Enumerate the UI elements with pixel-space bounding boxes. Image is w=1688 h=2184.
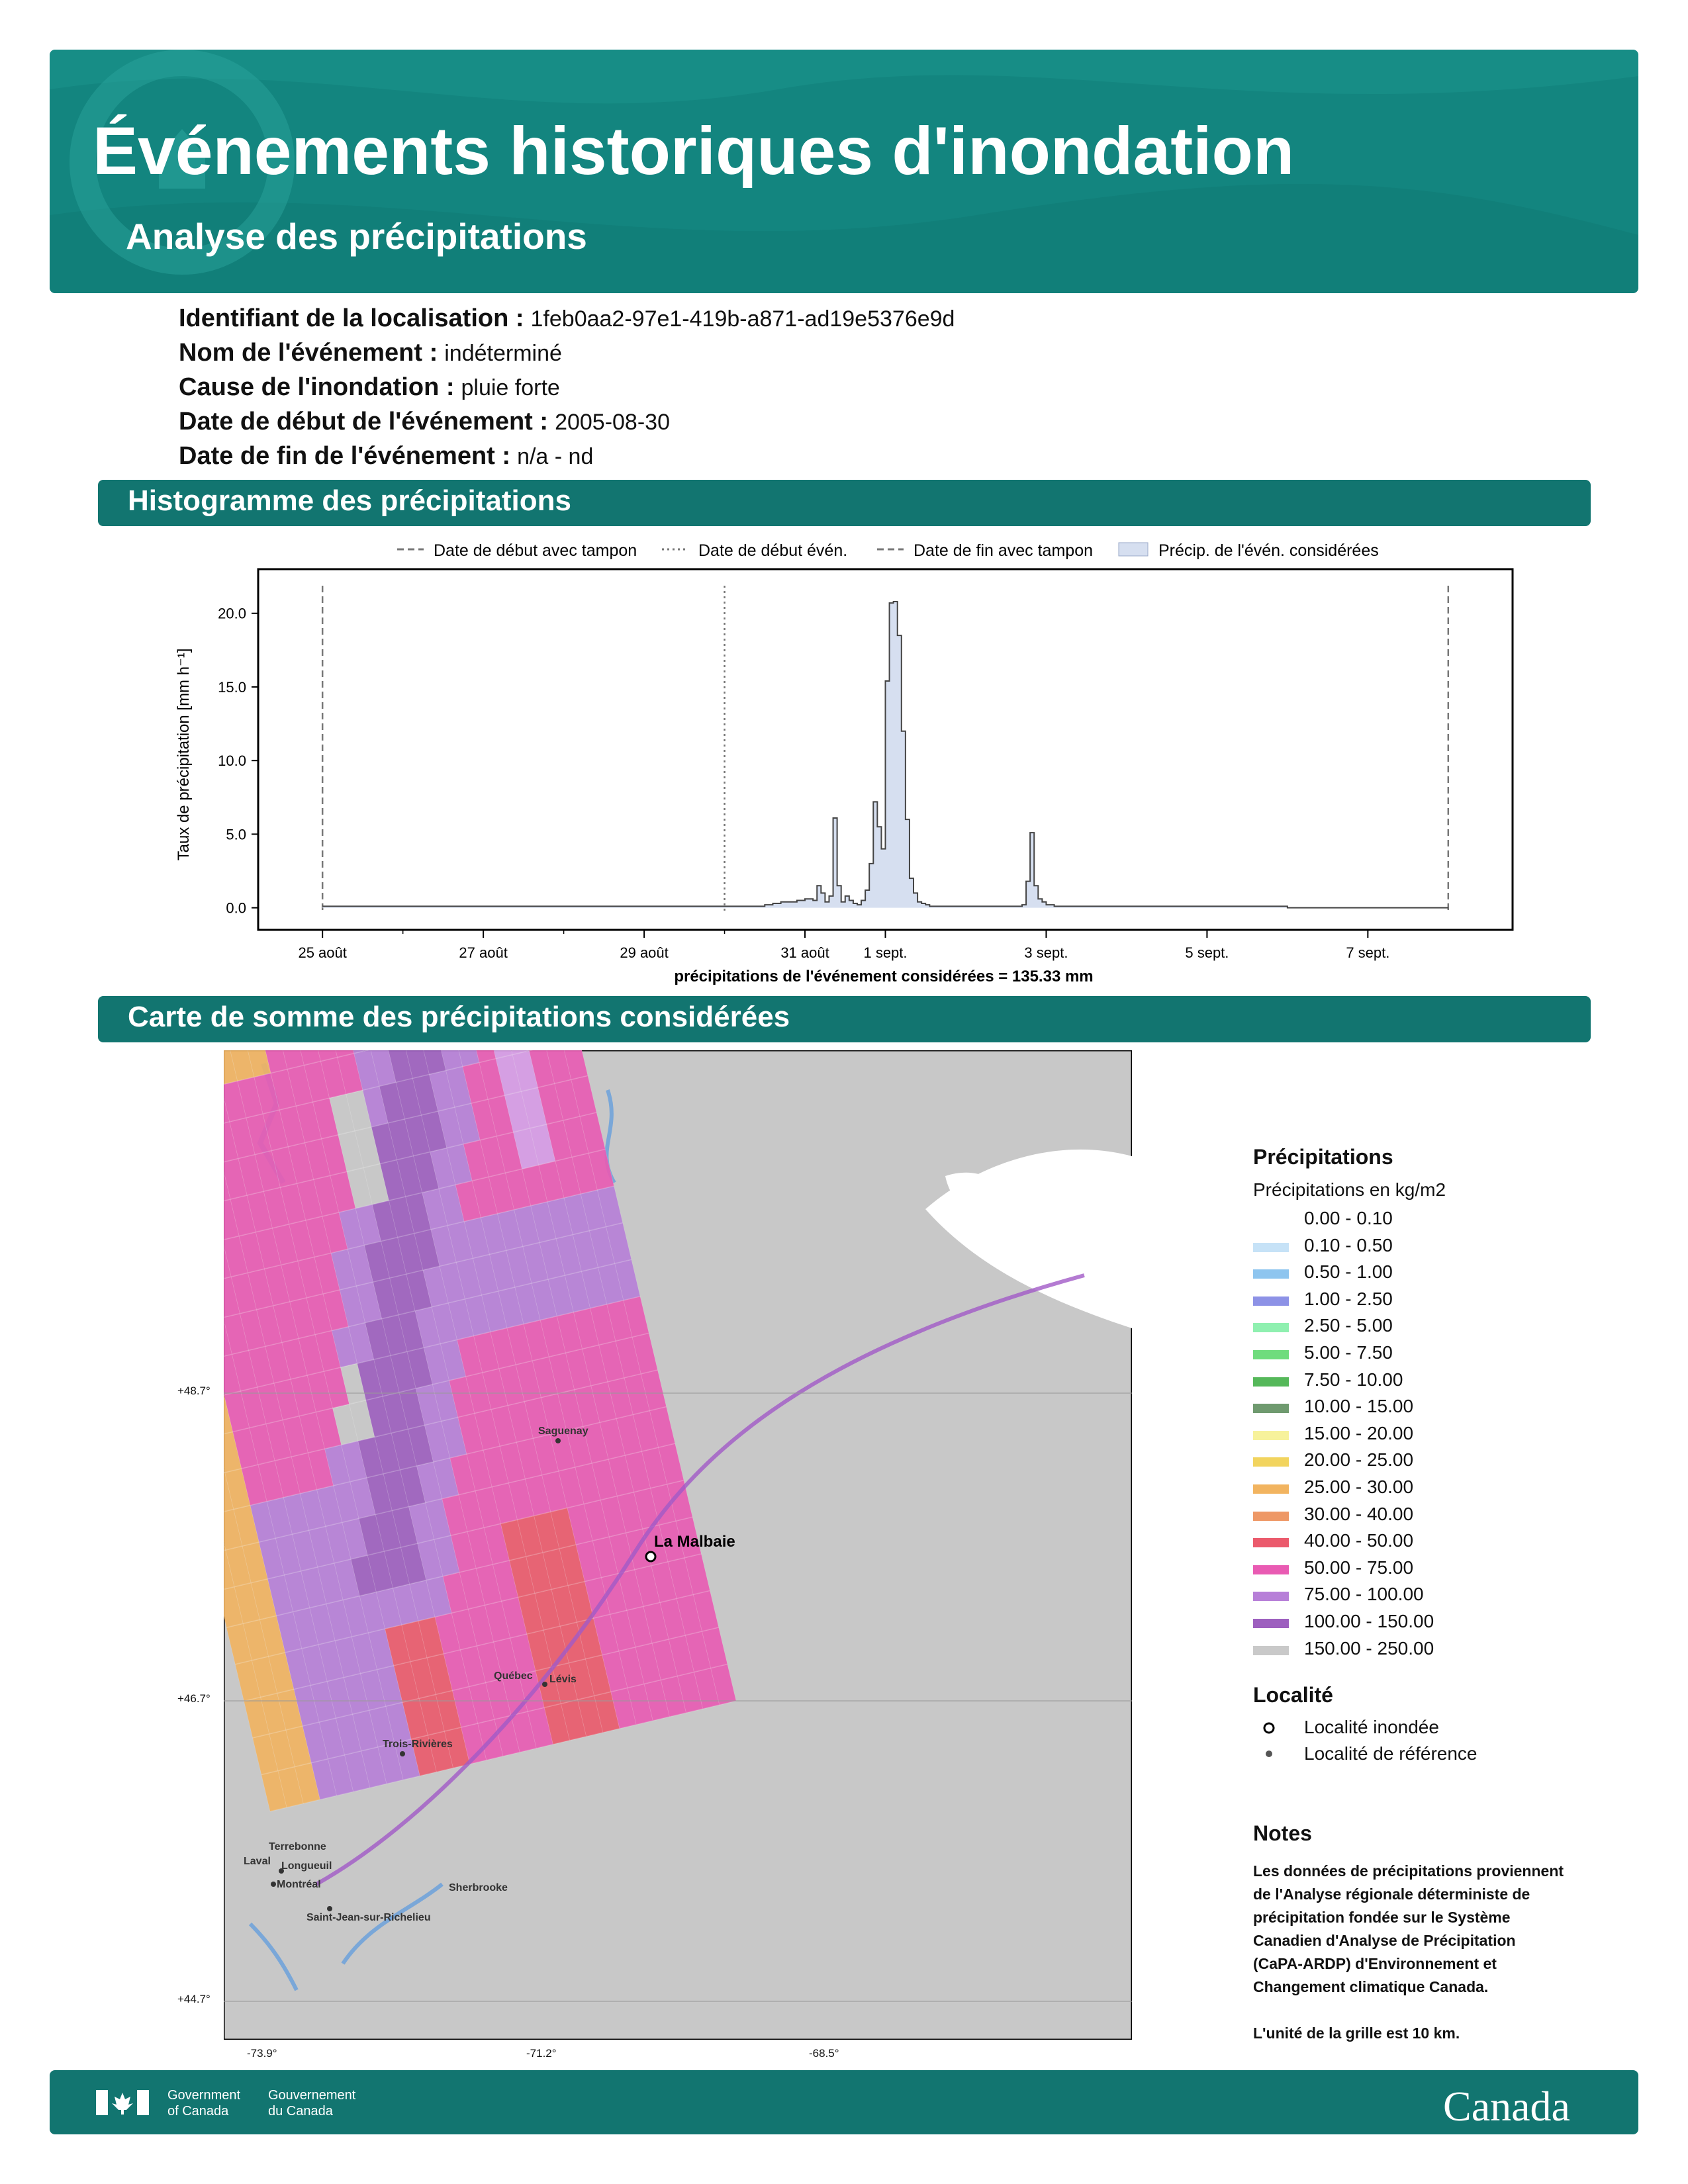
notes-title: Notes bbox=[1253, 1821, 1312, 1845]
meta-start-date: Date de début de l'événement : 2005-08-30 bbox=[179, 408, 670, 435]
city-label-quebec: Québec bbox=[494, 1670, 533, 1682]
legend-label-buffer-start: Date de début avec tampon bbox=[434, 541, 637, 560]
city-label-saint-jean: Saint-Jean-sur-Richelieu bbox=[306, 1912, 431, 1923]
y-axis-label: Taux de précipitation [mm h⁻¹] bbox=[175, 648, 193, 861]
legend-class bbox=[1253, 1342, 1518, 1369]
legend-class bbox=[1253, 1477, 1518, 1503]
locality-reference-label: Localité de référence bbox=[1304, 1743, 1477, 1764]
legend-title: Précipitations bbox=[1253, 1145, 1393, 1169]
lon-label-2: -71.2° bbox=[526, 2047, 557, 2060]
legend-class bbox=[1253, 1369, 1518, 1396]
x-tick-label: 1 sept. bbox=[863, 944, 908, 961]
legend-swatch bbox=[1253, 1216, 1289, 1225]
city-label-trois-rivieres: Trois-Rivières bbox=[383, 1739, 453, 1750]
x-axis-label: précipitations de l'événement considérées = 135.33 mm bbox=[674, 968, 1094, 985]
city-label-sherbrooke: Sherbrooke bbox=[449, 1882, 508, 1893]
legend-swatch bbox=[1253, 1512, 1289, 1521]
y-tick-label: 15.0 bbox=[218, 678, 246, 696]
x-tick-label: 7 sept. bbox=[1346, 944, 1390, 961]
legend-class bbox=[1253, 1584, 1518, 1610]
legend-class-label: 2.50 - 5.00 bbox=[1304, 1315, 1393, 1336]
city-dot-saguenay bbox=[555, 1438, 561, 1443]
legend-class bbox=[1253, 1449, 1518, 1476]
legend-class-label: 7.50 - 10.00 bbox=[1304, 1369, 1403, 1390]
x-tick-label: 5 sept. bbox=[1185, 944, 1229, 961]
x-tick-label: 27 août bbox=[459, 944, 508, 961]
legend-subtitle: Précipitations en kg/m2 bbox=[1253, 1179, 1446, 1200]
legend-class bbox=[1253, 1423, 1518, 1449]
legend-class bbox=[1253, 1557, 1518, 1584]
y-tick-label: 0.0 bbox=[226, 899, 246, 917]
y-tick-label: 20.0 bbox=[218, 605, 246, 622]
city-label-laval: Laval bbox=[244, 1856, 271, 1867]
legend-class-label: 50.00 - 75.00 bbox=[1304, 1557, 1414, 1578]
legend-class bbox=[1253, 1208, 1518, 1234]
locality-flooded-label: Localité inondée bbox=[1304, 1717, 1439, 1737]
legend-class-label: 5.00 - 7.50 bbox=[1304, 1342, 1393, 1363]
legend-class bbox=[1253, 1611, 1518, 1637]
legend-class bbox=[1253, 1530, 1518, 1557]
meta-event-name: Nom de l'événement : indéterminé bbox=[179, 339, 562, 367]
meta-flood-cause: Cause de l'inondation : pluie forte bbox=[179, 373, 560, 401]
legend-class-label: 0.50 - 1.00 bbox=[1304, 1261, 1393, 1283]
legend-class-label: 150.00 - 250.00 bbox=[1304, 1637, 1434, 1659]
legend-class bbox=[1253, 1315, 1518, 1342]
locality-flooded-icon bbox=[1264, 1723, 1274, 1733]
legend-class-label: 10.00 - 15.00 bbox=[1304, 1396, 1414, 1417]
locality-title: Localité bbox=[1253, 1683, 1333, 1707]
legend-class bbox=[1253, 1289, 1518, 1315]
legend-class bbox=[1253, 1235, 1518, 1261]
legend-class bbox=[1253, 1638, 1518, 1664]
legend-class-label: 20.00 - 25.00 bbox=[1304, 1449, 1414, 1471]
legend-swatch bbox=[1253, 1457, 1289, 1467]
gov-fr: Gouvernement du Canada bbox=[268, 2088, 356, 2118]
flooded-locality-marker bbox=[646, 1552, 655, 1561]
lon-label-1: -73.9° bbox=[247, 2047, 277, 2060]
section-header-map: Carte de somme des précipitations considérées bbox=[98, 996, 1591, 1042]
canada-flag-icon bbox=[96, 2090, 149, 2116]
legend-class-label: 75.00 - 100.00 bbox=[1304, 1584, 1424, 1605]
page-title: Événements historiques d'inondation bbox=[93, 113, 1295, 189]
legend-swatch bbox=[1253, 1323, 1289, 1332]
legend-swatch bbox=[1253, 1431, 1289, 1440]
legend-swatch bbox=[1253, 1619, 1289, 1628]
lon-label-3: -68.5° bbox=[809, 2047, 839, 2060]
city-label-longueuil: Longueuil bbox=[281, 1860, 332, 1872]
y-tick-label: 10.0 bbox=[218, 752, 246, 770]
y-axis-ticks bbox=[218, 606, 258, 917]
legend-swatch bbox=[1253, 1646, 1289, 1655]
legend-swatch bbox=[1253, 1243, 1289, 1252]
legend-class-label: 0.10 - 0.50 bbox=[1304, 1234, 1393, 1255]
legend-swatch bbox=[1253, 1538, 1289, 1547]
precip-sum-map bbox=[224, 1050, 1132, 2040]
legend-swatch bbox=[1253, 1565, 1289, 1574]
legend-class bbox=[1253, 1261, 1518, 1288]
x-tick-label: 3 sept. bbox=[1024, 944, 1068, 961]
locality-reference-icon bbox=[1266, 1751, 1272, 1757]
legend-swatch bbox=[1253, 1377, 1289, 1387]
city-label-saguenay: Saguenay bbox=[538, 1426, 588, 1437]
legend-classes bbox=[1253, 1208, 1518, 1671]
legend-class-label: 1.00 - 2.50 bbox=[1304, 1288, 1393, 1309]
lat-label-3: +44.7° bbox=[177, 1993, 211, 2005]
gov-en: Government of Canada bbox=[167, 2088, 241, 2118]
lat-label-2: +46.7° bbox=[177, 1692, 211, 1705]
legend-swatch bbox=[1253, 1484, 1289, 1494]
y-tick-label: 5.0 bbox=[226, 826, 246, 843]
meta-end-date: Date de fin de l'événement : n/a - nd bbox=[179, 442, 594, 470]
legend-class-label: 25.00 - 30.00 bbox=[1304, 1477, 1414, 1497]
notes-text: Les données de précipitations proviennent de l'Analyse régionale déterministe de précipitation fondée sur le Système Canadien d'Analyse de Précipitation (CaPA-ARDP) d'Environnement et Changement climatique Canada. L'unité de la grille est 10 km. bbox=[1253, 1862, 1564, 2042]
meta-location-id: Identifiant de la localisation : 1feb0aa2-97e1-419b-a871-ad19e5376e9d bbox=[179, 304, 955, 332]
legend-class-label: 0.00 - 0.10 bbox=[1304, 1208, 1393, 1228]
city-label-levis: Lévis bbox=[549, 1674, 577, 1685]
x-tick-label: 31 août bbox=[780, 944, 829, 961]
legend-label-buffer-end: Date de fin avec tampon bbox=[914, 541, 1093, 560]
x-tick-label: 25 août bbox=[298, 944, 347, 961]
legend-swatch bbox=[1253, 1350, 1289, 1359]
legend-class-label: 30.00 - 40.00 bbox=[1304, 1503, 1414, 1524]
legend-swatch bbox=[1253, 1592, 1289, 1601]
legend-class-label: 100.00 - 150.00 bbox=[1304, 1611, 1434, 1631]
x-axis-ticks bbox=[298, 930, 1389, 961]
legend-swatch bbox=[1253, 1404, 1289, 1413]
city-label-terrebonne: Terrebonne bbox=[269, 1841, 326, 1852]
lat-label-1: +48.7° bbox=[177, 1385, 211, 1397]
legend-class-label: 40.00 - 50.00 bbox=[1304, 1530, 1414, 1551]
locality-markers bbox=[1261, 1719, 1281, 1772]
legend-label-event-precip: Précip. de l'évén. considérées bbox=[1158, 541, 1379, 560]
precip-histogram-chart bbox=[159, 526, 1536, 989]
footer-bar bbox=[50, 2070, 1638, 2134]
city-label-montreal: Montréal bbox=[277, 1879, 321, 1890]
legend-swatch bbox=[1253, 1269, 1289, 1279]
legend-label-event-start: Date de début évén. bbox=[698, 541, 848, 560]
legend-swatch bbox=[1253, 1297, 1289, 1306]
city-label-la-malbaie: La Malbaie bbox=[654, 1533, 735, 1551]
legend-class-label: 15.00 - 20.00 bbox=[1304, 1422, 1414, 1443]
legend-class bbox=[1253, 1504, 1518, 1530]
legend-class bbox=[1253, 1396, 1518, 1422]
canada-wordmark: Canada bbox=[1443, 2083, 1570, 2130]
page-subtitle: Analyse des précipitations bbox=[126, 216, 587, 257]
x-tick-label: 29 août bbox=[620, 944, 669, 961]
section-header-histogram: Histogramme des précipitations bbox=[98, 480, 1591, 526]
